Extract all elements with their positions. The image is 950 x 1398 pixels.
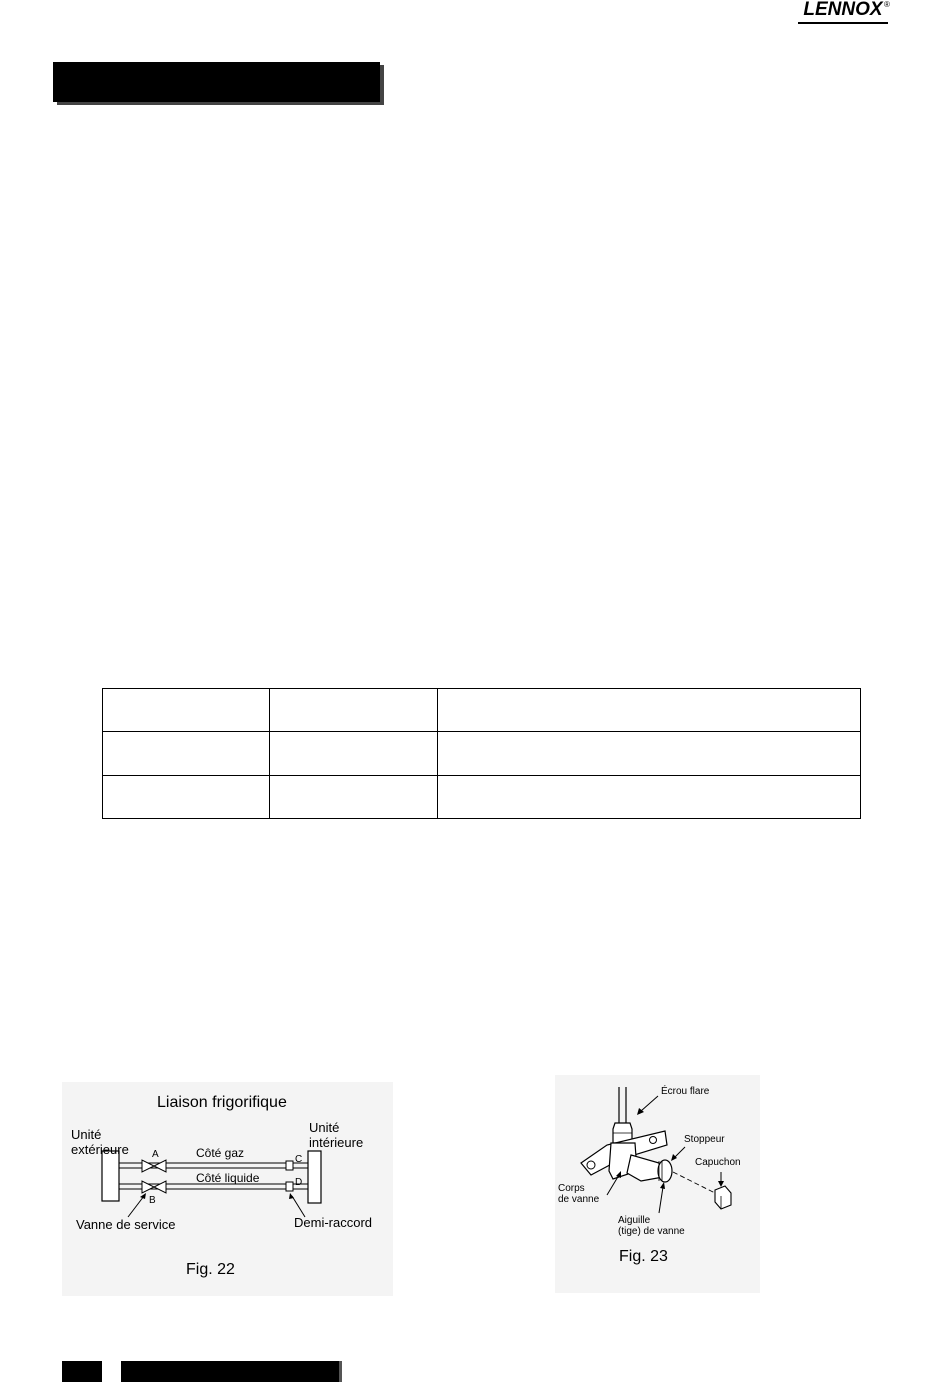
table-row bbox=[103, 689, 861, 732]
valve-b-icon bbox=[142, 1181, 166, 1193]
registered-mark: ® bbox=[884, 0, 890, 9]
stopper-label: Stoppeur bbox=[684, 1134, 725, 1145]
flare-nut-label: Écrou flare bbox=[661, 1086, 710, 1097]
fig23-caption: Fig. 23 bbox=[619, 1248, 668, 1265]
table-cell bbox=[103, 689, 270, 732]
indoor-unit-label-1: Unité bbox=[309, 1120, 340, 1135]
outdoor-unit-label-2: extérieure bbox=[71, 1142, 129, 1157]
union-c-label: C bbox=[295, 1154, 303, 1165]
outdoor-unit-label-1: Unité bbox=[71, 1127, 102, 1142]
cap-icon bbox=[715, 1186, 731, 1209]
valve-a-label: A bbox=[152, 1149, 159, 1160]
fig22-title: Liaison frigorifique bbox=[157, 1094, 287, 1111]
brand-logo: LENNOX bbox=[798, 0, 888, 24]
spec-table bbox=[102, 688, 861, 819]
footer-bar bbox=[121, 1361, 339, 1382]
valve-body-label-2: de vanne bbox=[558, 1194, 600, 1205]
table-cell bbox=[438, 775, 861, 818]
page-number-block bbox=[62, 1361, 102, 1382]
liquid-side-label: Côté liquide bbox=[196, 1171, 260, 1185]
table-cell bbox=[270, 775, 438, 818]
figure-22 bbox=[62, 1082, 393, 1296]
union-d-label: D bbox=[295, 1177, 303, 1188]
union-d-icon bbox=[286, 1182, 293, 1191]
table-cell bbox=[103, 732, 270, 775]
table-cell bbox=[438, 732, 861, 775]
union-c-icon bbox=[286, 1161, 293, 1170]
service-valve-label: Vanne de service bbox=[76, 1217, 176, 1232]
table-cell bbox=[438, 689, 861, 732]
half-union-label: Demi-raccord bbox=[294, 1215, 373, 1230]
figure-23 bbox=[555, 1075, 760, 1293]
valve-stem-label-2: (tige) de vanne bbox=[618, 1226, 685, 1237]
valve-body-label-1: Corps bbox=[558, 1183, 585, 1194]
section-title-bar bbox=[53, 62, 380, 102]
table-cell bbox=[270, 732, 438, 775]
gas-side-label: Côté gaz bbox=[196, 1146, 245, 1160]
table-row bbox=[103, 732, 861, 775]
indoor-unit-box bbox=[308, 1151, 321, 1203]
table-cell bbox=[270, 689, 438, 732]
table-row bbox=[103, 775, 861, 818]
table-cell bbox=[103, 775, 270, 818]
cap-label: Capuchon bbox=[695, 1157, 741, 1168]
valve-b-label: B bbox=[149, 1195, 156, 1206]
indoor-unit-label-2: intérieure bbox=[309, 1135, 364, 1150]
outdoor-unit-box bbox=[102, 1151, 119, 1201]
fig22-caption: Fig. 22 bbox=[186, 1261, 235, 1278]
valve-stem-label-1: Aiguille bbox=[618, 1215, 651, 1226]
